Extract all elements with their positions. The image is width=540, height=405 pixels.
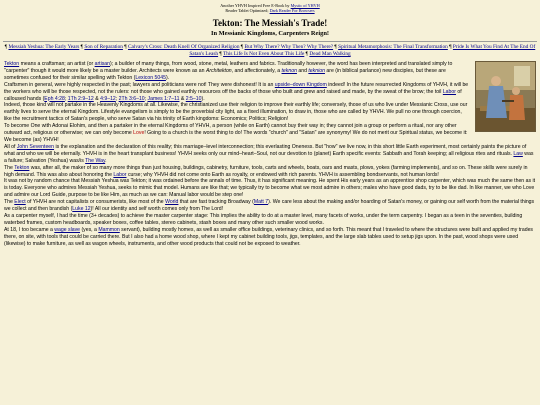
nav-link-dead-man-walking[interactable]: Dead Man Walking <box>309 51 351 57</box>
love-highlight: Love <box>133 130 145 137</box>
teknon-link[interactable]: teknon <box>281 67 297 74</box>
nav-link-this-life[interactable]: This Life Is Not Even About This Life <box>223 51 305 57</box>
law-link[interactable]: Law <box>513 150 523 157</box>
text: , and affectionately, a <box>231 67 282 74</box>
luke-link[interactable]: Luke 12 <box>72 206 91 213</box>
text: ; <box>64 95 68 102</box>
text: The <box>4 199 15 206</box>
1th-4-link[interactable]: 4:9–12 <box>100 95 116 102</box>
header-line-2 <box>0 8 540 13</box>
text: Craftsmen in general, were highly respected in the past; lawyers and politicians were not! They were dishonest! It is an <box>4 81 275 88</box>
painting-svg <box>476 62 535 131</box>
architekton-term: Architekton <box>205 67 232 74</box>
chapter-nav <box>0 42 540 59</box>
paragraph-4 <box>4 123 536 144</box>
text: means a craftsman; an artist (or <box>19 61 95 67</box>
wage-slave-link[interactable]: wage slave <box>54 226 81 233</box>
page-title: Tekton: The Messiah's Trade! <box>212 18 328 28</box>
paragraph-9: As a carpenter myself, I had the time (3+ decades) to achieve the master carpenter stage: This implies the ability to do at a master level, many facets of works, under the term carpentry. I began as a teen in the seventies, building waterbed frames, custom headboards, speaker boxes, coffee tables, stereo cabinets, stash boxes and many other such smaller wood works. <box>4 212 523 226</box>
pilcrow-icon: ¶ <box>334 44 337 50</box>
text: was, after all, the maker of so many more things than just housing, buildings, cabinetry, furniture, tools, carts and wheels, boats, oars and masts, plows, yokes (farming implements), and so on. These skills were surely in high demand. This was also about honoring the <box>4 164 528 178</box>
paragraph-1 <box>4 61 536 82</box>
paragraph-5 <box>4 144 536 165</box>
world-link[interactable]: World <box>165 199 179 206</box>
text: of calloused hands ( <box>4 88 462 102</box>
text: ; <box>115 95 119 102</box>
text: To become One with Adonai Elohim, and then a partaker in the eternal Kingdoms of YHVH, a person (while on Earth) cannot buy their way in; they cannot join a group or perform a ritual, nor any other outward act, religious or otherwise; we can only become <box>4 123 457 137</box>
labor-link-2[interactable]: Labor <box>113 171 127 178</box>
pilcrow-icon: ¶ <box>124 44 127 50</box>
upside-down-kingdom-link[interactable]: upside–down Kingdom <box>274 81 327 88</box>
text: . <box>105 157 107 164</box>
nav-link-son-of-reparation[interactable]: Son of Reparation <box>84 44 123 50</box>
text: ). We care less about the making and/or hoarding of Satan's money, or gaining our self worth from the material things we collect and then brandish ( <box>4 199 535 213</box>
header-prefix: Another YHVH Inspired Free E-Book by <box>220 3 291 8</box>
text: The <box>4 164 15 171</box>
text: are (in biblical parlance) new disciples, but these are sometimes confused for their similar spelling with Tekton ( <box>4 67 446 81</box>
nav-link-spiritual-metamorphosis[interactable]: Spiritual Metamorphosis: The Final Transformation <box>338 44 448 50</box>
text: ! Going to a church is the worst thing to do! The words "church" and "Satan" are synonymy! We do not merit our Spiritual status, we become it: We become (as) YHVH! <box>4 130 468 143</box>
text: servant), building mostly homes, as well as smaller office buildings, veterinary clinics, and so forth. This meant that I traveled to where the structures were built and applied my trades there, on site, with tools that could be carried there. But I also had a home wood shop, where I kept my cabinet building tools, jigs, templates, and the large slab tables used to setup jigs upon. In the past, wood shops were used (likewise) to make furniture, as well as wagon wheels, instruments, and other wood products that could not be exposed to weather. <box>4 226 534 247</box>
text: )! All our identity and self worth comes only from The Lord! <box>90 206 224 213</box>
text: and <box>296 67 309 74</box>
pilcrow-icon: ¶ <box>219 51 222 57</box>
reader-tablet-note: Reader Tablet Optimized <box>225 8 268 13</box>
elect-link[interactable]: Elect <box>14 199 26 206</box>
header-sep: ; <box>267 8 270 13</box>
text: indeed! In the future resurrected Kingdoms of YHVH, it will be the workers who will be those respected, not the rulers: not those who gained earthly resources off the backs of those who built and grew and raised and made, by the sweat of the brow; the toil <box>4 81 469 95</box>
mammon-link[interactable]: Mammon <box>98 226 120 233</box>
artisan-link[interactable]: artisan <box>94 61 111 67</box>
text: was a failure; Salvation (Yeshua) was/is <box>4 150 534 164</box>
labor-link[interactable]: Labor <box>442 88 456 95</box>
author-link[interactable]: Mystic of YHVH <box>290 3 320 8</box>
page-subtitle: In Messianic Kingdoms, Carpenters Reign! <box>210 30 330 37</box>
james-2-link[interactable]: 2:5–10 <box>185 95 202 102</box>
article-body <box>0 59 540 247</box>
paragraph-2 <box>4 82 536 103</box>
pilcrow-icon: ¶ <box>4 44 8 50</box>
text: ; <box>144 95 148 102</box>
text: & <box>93 95 101 102</box>
text: At 18, I too became a <box>4 226 55 233</box>
pilcrow-icon: ¶ <box>240 44 244 50</box>
2th-link[interactable]: 2Th 3:6–10 <box>118 95 145 102</box>
the-way-link[interactable]: The Way <box>85 157 106 164</box>
pilcrow-icon: ¶ <box>80 44 84 50</box>
text: All of <box>4 143 17 150</box>
paragraph-8 <box>4 199 536 213</box>
matt-link[interactable]: Matt 7 <box>253 199 269 206</box>
james-link[interactable]: James 1:7–11 <box>147 95 180 102</box>
teknion-link[interactable]: teknion <box>308 67 325 74</box>
pilcrow-icon: ¶ <box>449 44 452 50</box>
paragraph-10 <box>4 227 536 248</box>
text: curse; why YHVH did not come onto Earth as royalty, or endowed with rich parents. YHVH is assembling bondservants, not human lords! <box>126 171 439 178</box>
paragraph-3: Indeed, those kind will not partake in the Heavenly Kingdoms at all. Likewise, the christianized use their religion to improve their earthly life; conversely, those of us who live under Messianic Cross, use our earthly lives to serve the eternal Kingdom. Lifestyle evangelism is simply to be the proverbial city light, as a fixed illumination, to draw in, those who are called by YHVH. We pull no one through coercion, like the recruitment tactics of Satan's people, who serve Satan via his trinity of Earth kingdoms: Economics; Politics; Religion! <box>4 102 468 123</box>
carpenter-workshop-painting-icon <box>475 61 536 132</box>
text: ). <box>165 74 170 81</box>
header-notice <box>0 0 540 13</box>
pilcrow-icon: ¶ <box>305 51 309 57</box>
text: is the explanation and the declaration of this reality; this marriage–level interconnection; this everlasting Oneness. But "how" we live now, in this short little Earth experiment, most certainly paints the picture of what and who we will be eternally. YHVH is in the heart transplant business! YHVH seeks only our mind–heart–Soul, not our devotion to (planet) Earth specific events: Sabbath and Torah keeping; all religious rites and rituals. <box>4 143 527 157</box>
paragraph-7: It was not by random chance that Messiah Yeshua was Tekton; it was ordained before the annals of time. Thus, it has significant meaning. He spent His early years as an apprentice shop carpenter, which was much the same then as it is today. Everyone who admires Messiah Yeshua, seeks to mimic that model. Humans are like that; we typically try to become what we most admire in others; males who have good dads, try to be like dad. In like manner, we who Love and admire our Lord Guide, purpose to be like Him, as much as we can: Manual labor would be step one! <box>4 178 536 199</box>
text: (yes, a <box>80 226 99 233</box>
text: & <box>179 95 186 102</box>
text: ). <box>201 95 205 102</box>
nav-link-pride[interactable]: Pride Is What You Find At The End Of Satan's Leash <box>189 44 536 57</box>
john-seventeen-link[interactable]: John Seventeen <box>16 143 55 150</box>
nav-link-but-why-there[interactable]: But Why There? Why Then? Why There? <box>244 44 334 50</box>
text: that are fast tracking Broadway ( <box>178 199 254 206</box>
lexicon-link[interactable]: Lexicon 5045 <box>135 74 166 81</box>
text: of YHVH are not capitalists or consumerists, like most of the <box>25 199 166 206</box>
tekton-link[interactable]: Tekton <box>4 61 20 67</box>
dark-reader-link[interactable]: Dark Reader For Browsers <box>269 8 315 13</box>
eph-link[interactable]: Eph 4:28 <box>44 95 65 102</box>
nav-link-early-years[interactable]: Messiah Yeshua: The Early Years <box>8 44 80 50</box>
tekton-link-2[interactable]: Tekton <box>14 164 30 171</box>
paragraph-6 <box>4 165 536 179</box>
text: ); a builder of many things, from wood, stone, metal, leathers and fabrics. Traditionally however, the word has been interpreted and translated simply to "carpenter" though it would more likely be a master builder. Architects were known as an <box>4 61 453 74</box>
nav-link-calvarys-cross[interactable]: Calvary's Cross: Death Knell Of Organized Religion <box>127 44 240 50</box>
1th-link[interactable]: 1Th 2:9–12 <box>67 95 94 102</box>
